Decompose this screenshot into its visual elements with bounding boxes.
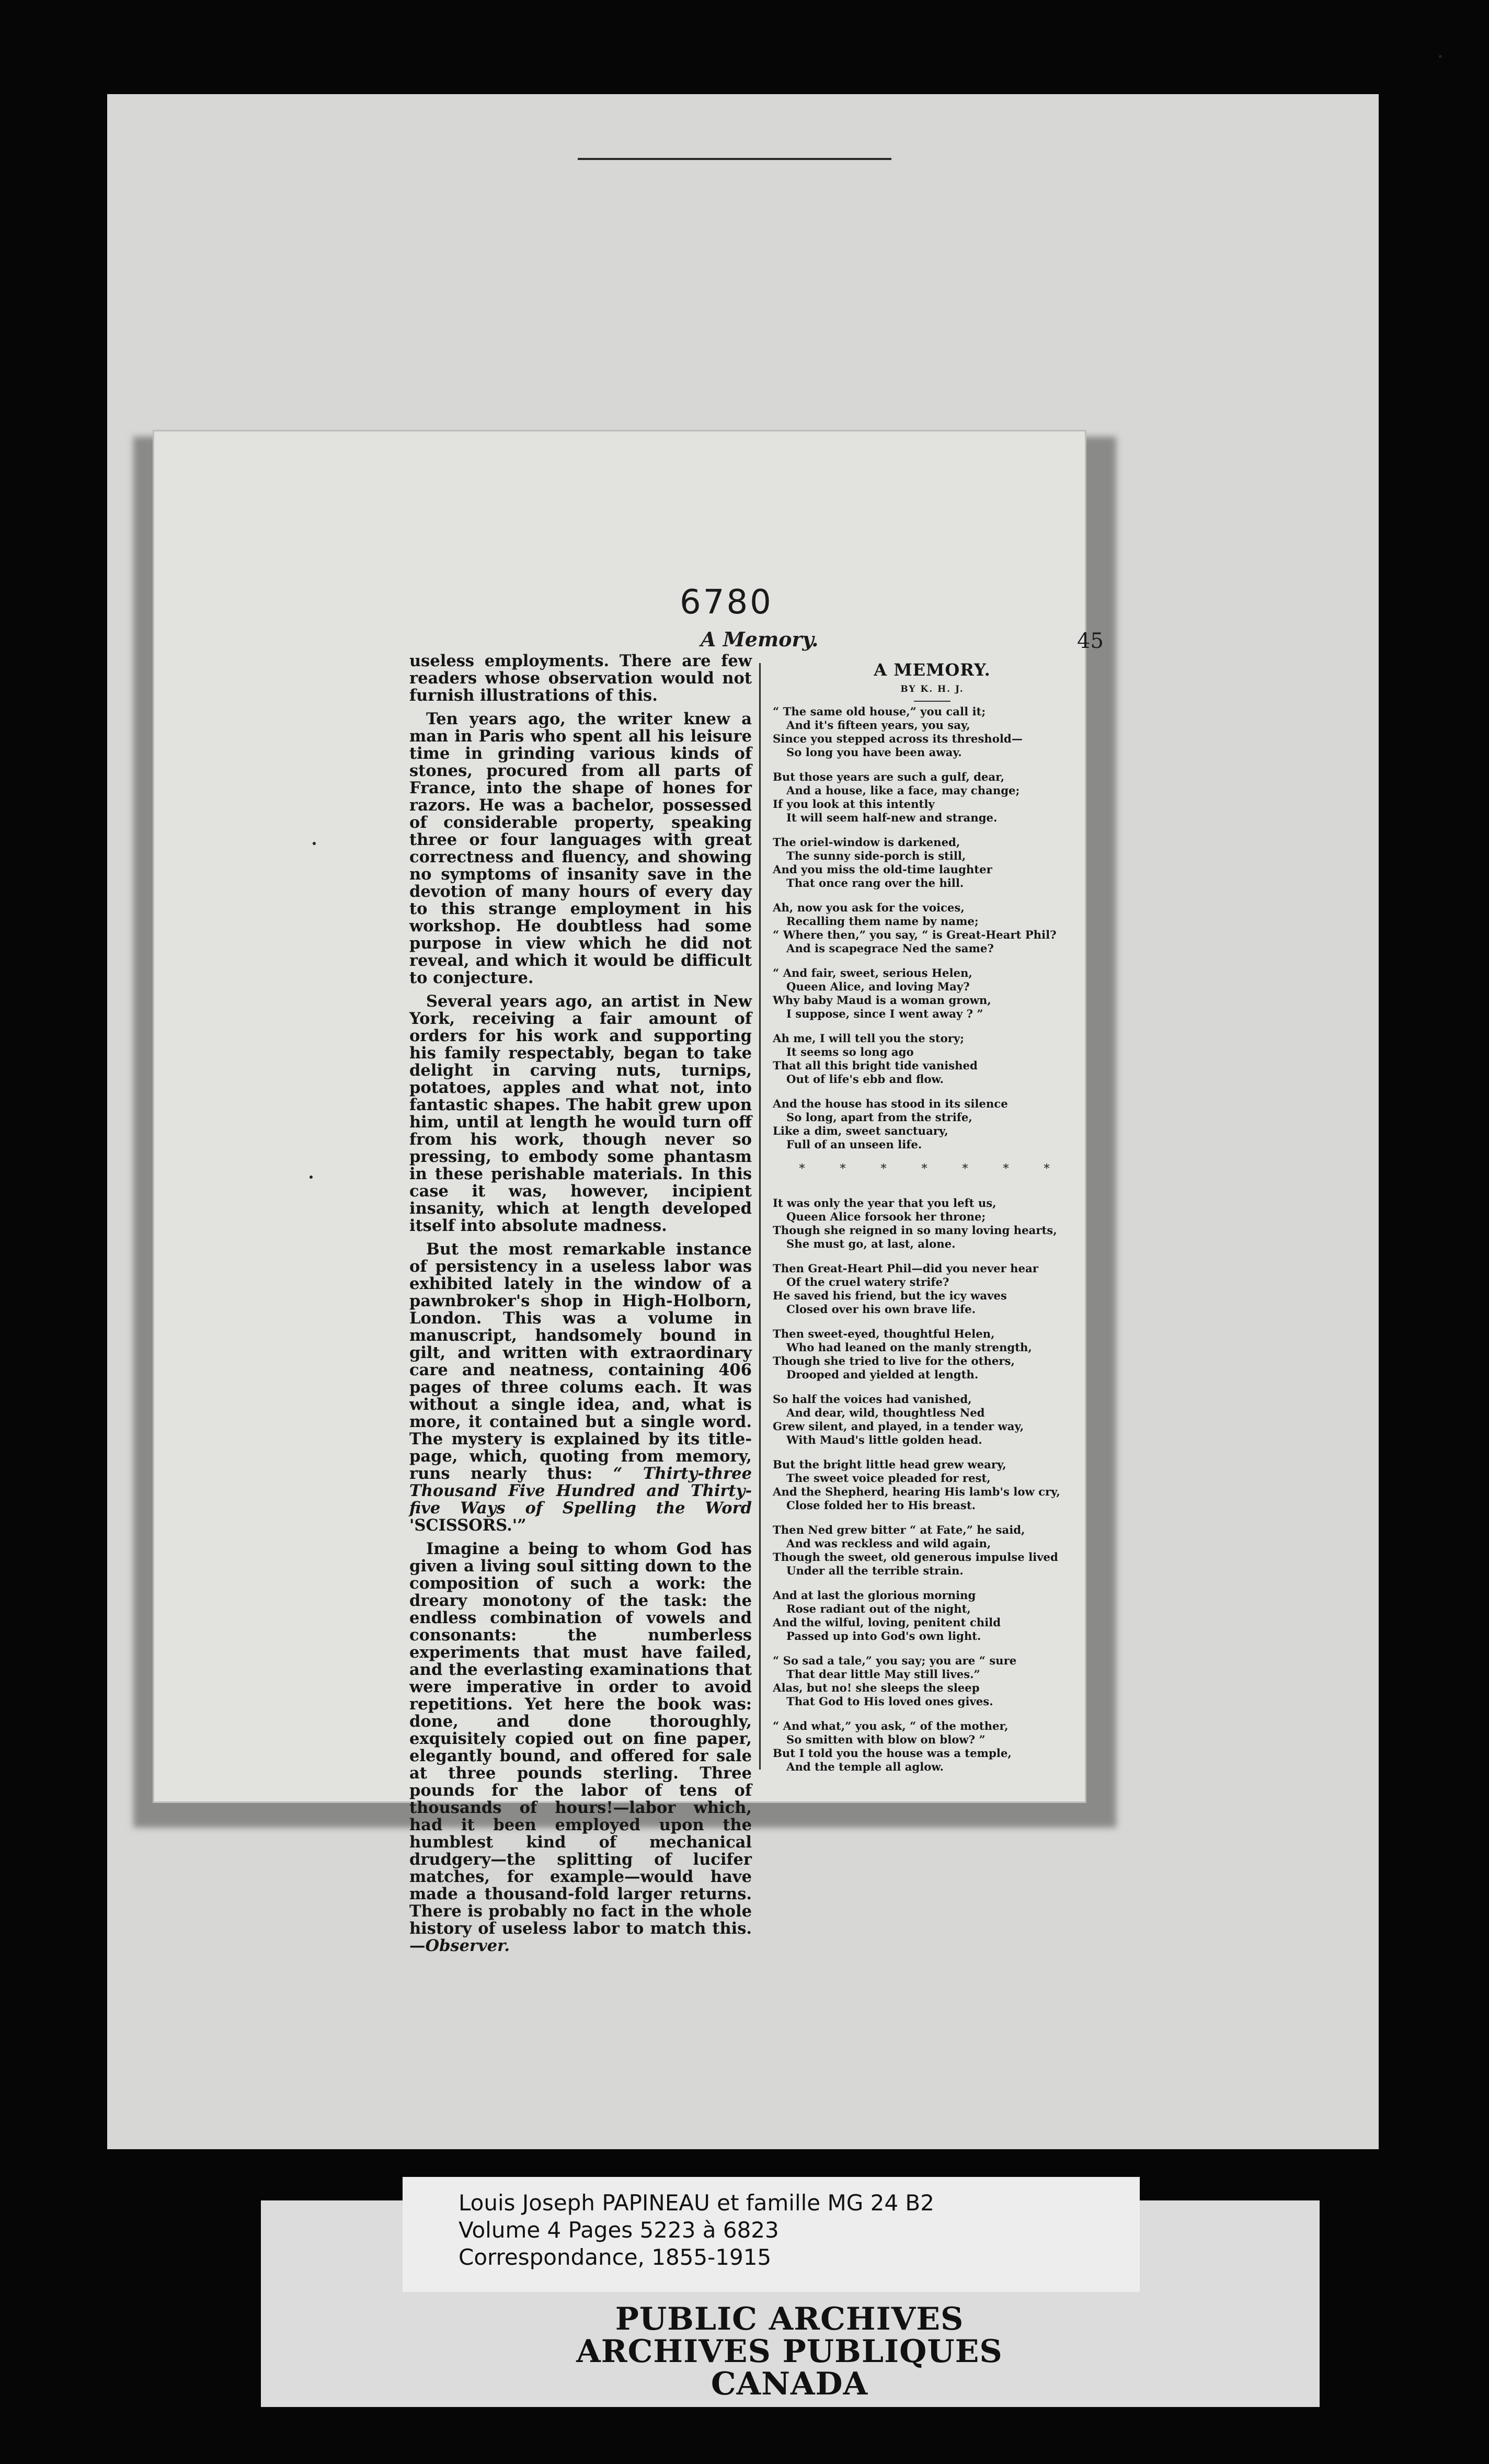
poem-line: Out of life's ebb and flow. <box>786 1073 944 1086</box>
collection-title: Louis Joseph PAPINEAU et famille MG 24 B2 <box>459 2190 934 2216</box>
poem-line: The sweet voice pleaded for rest, <box>786 1471 991 1485</box>
poem-line: The sunny side-porch is still, <box>786 849 966 862</box>
poem-line: Why baby Maud is a woman grown, <box>773 994 991 1007</box>
page-number: 45 <box>1077 629 1104 653</box>
poem-line: Though she reigned in so many loving hearts, <box>773 1224 1057 1237</box>
stanza <box>773 1654 1092 1708</box>
stanza <box>773 901 1092 955</box>
paragraph: useless employments. There are few readers whose observation would not furnish illustrations of this. <box>409 652 752 705</box>
poem-line: Like a dim, sweet sanctuary, <box>773 1124 948 1137</box>
poem-line: He saved his friend, but the icy waves <box>773 1289 1007 1302</box>
paragraph: Ten years ago, the writer knew a man in Paris who spent all his leisure time in grinding various kinds of stones, procured from all parts of France, into the shape of hones for razors. He was a bachelor, possessed of considerable property, speaking three or four languages with great correctness and fluency, and showing no symptoms of insanity save in the devotion of many hours of every day to this strange employment in his workshop. He doubtless had some purpose in view which he did not reveal, and which it would be difficult to conjecture. <box>409 710 752 987</box>
poem-line: That all this bright tide vanished <box>773 1059 978 1072</box>
film-speck <box>1439 55 1442 58</box>
stanza <box>773 770 1092 825</box>
poem-line: And is scapegrace Ned the same? <box>786 942 994 955</box>
poem-line: “ So sad a tale,” you say; you are “ sure <box>773 1654 1017 1667</box>
poem-line: “ And what,” you ask, “ of the mother, <box>773 1719 1009 1732</box>
poem-line: And the Shepherd, hearing His lamb's low cry, <box>773 1485 1060 1498</box>
poem-line: It was only the year that you left us, <box>773 1196 997 1210</box>
poem-line: Though the sweet, old generous impulse lived <box>773 1550 1058 1564</box>
poem-line: So long, apart from the strife, <box>786 1111 972 1124</box>
poem-line: And it's fifteen years, you say, <box>786 718 970 732</box>
poem-line: And a house, like a face, may change; <box>786 784 1020 797</box>
poem-line: Then Ned grew bitter “ at Fate,” he said, <box>773 1523 1025 1536</box>
stanza <box>773 1589 1092 1643</box>
poem-line: Grew silent, and played, in a tender way, <box>773 1420 1024 1433</box>
poem-title: A MEMORY. <box>874 660 991 680</box>
poem-line: “ Where then,” you say, “ is Great-Heart Phil? <box>773 928 1057 941</box>
poem-line: But those years are such a gulf, dear, <box>773 770 1005 783</box>
poem-line: The oriel-window is darkened, <box>773 836 960 849</box>
poem-line: It seems so long ago <box>786 1045 914 1058</box>
poem-line: And the wilful, loving, penitent child <box>773 1616 1001 1629</box>
paragraph: Imagine a being to whom God has given a living soul sitting down to the composition of such a work: the dreary monotony of the task: the endless combination of vowels and consonants: the numberless experiments that must have failed, and the everlasting examinations that were imperative in order to avoid repetitions. Yet here the book was: done, and done thoroughly, exquisitely copied out on fine paper, elegantly bound, and offered for sale at three pounds sterling. Three pounds for the labor of tens of thousands of hours!—labor which, had it been employed upon the humblest kind of mechanical drudgery—the splitting of lucifer matches, for example—would have made a thousand-fold larger returns. There is probably no fact in the whole history of useless labor to match this.—Observer. <box>409 1539 752 1955</box>
poem-line: Drooped and yielded at length. <box>786 1368 979 1381</box>
poem-stanzas-part-one <box>773 705 1092 1151</box>
stanza <box>773 836 1092 890</box>
poem-line: Then sweet-eyed, thoughtful Helen, <box>773 1327 995 1340</box>
stanza <box>773 1523 1092 1578</box>
poem-line: And was reckless and wild again, <box>786 1537 991 1550</box>
paragraph: Several years ago, an artist in New York, receiving a fair amount of orders for his work and supporting his family respectably, began to take delight in carving nuts, turnips, potatoes, apples and what not, into fantastic shapes. The habit grew upon him, until at length he would turn off from his work, though never so pressing, to embody some phantasm in these perishable materials. In this case it was, however, incipient insanity, which at length developed itself into absolute madness. <box>409 992 752 1235</box>
poem-line: Recalling them name by name; <box>786 915 979 928</box>
poem-line: That once rang over the hill. <box>786 876 964 889</box>
source-credit: Observer. <box>425 1936 510 1955</box>
archives-stamp-line2: ARCHIVES PUBLIQUES <box>576 2333 1003 2370</box>
poem-line: Rose radiant out of the night, <box>786 1602 971 1615</box>
stanza <box>773 1327 1092 1382</box>
poem-line: But I told you the house was a temple, <box>773 1747 1012 1760</box>
section-break-stars: * * * * * * * <box>799 1162 1066 1176</box>
stanza <box>773 966 1092 1021</box>
poem-line: She must go, at last, alone. <box>786 1237 956 1250</box>
poem-line: And you miss the old-time laughter <box>773 863 992 876</box>
poem-line: That God to His loved ones gives. <box>786 1695 993 1708</box>
poem-line: I suppose, since I went away ? ” <box>786 1007 983 1020</box>
book-title: “ Thirty-three Thousand Five Hundred and Thirty-five Ways of Spelling the Word <box>409 1464 752 1518</box>
right-column <box>773 660 1092 1785</box>
poem-line: Ah me, I will tell you the story; <box>773 1032 965 1045</box>
top-rule <box>578 158 891 160</box>
poem-line: And the temple all aglow. <box>786 1760 944 1773</box>
poem-line: Full of an unseen life. <box>786 1138 922 1151</box>
poem-line: And at last the glorious morning <box>773 1589 976 1602</box>
poem-line: And the house has stood in its silence <box>773 1097 1008 1110</box>
poem-line: Queen Alice forsook her throne; <box>786 1210 986 1223</box>
poem-line: So long you have been away. <box>786 746 962 759</box>
column-rule <box>759 663 761 1770</box>
paragraph: But the most remarkable instance of persistency in a useless labor was exhibited lately in the window of a pawnbroker's shop in High-Holborn, London. This was a volume in manuscript, handsomely bound in gilt, and written with extraordinary care and neatness, containing 406 pages of three colums each. It was without a single idea, and, what is more, it contained but a single word. The mystery is explained by its title-page, which, quoting from memory, runs nearly thus: “ Thirty-three Thousand Five Hundred and Thirty-five Ways of Spelling the Word 'SCISSORS.'” <box>409 1240 752 1535</box>
poem-stanzas-part-two <box>773 1196 1092 1774</box>
stanza <box>773 705 1092 759</box>
stanza <box>773 1262 1092 1316</box>
correspondence-dates: Correspondance, 1855-1915 <box>459 2244 772 2270</box>
stanza <box>773 1393 1092 1447</box>
poem-line: If you look at this intently <box>773 797 935 811</box>
poem-line: Though she tried to live for the others, <box>773 1354 1015 1367</box>
poem-line: Then Great-Heart Phil—did you never hear <box>773 1262 1038 1275</box>
stanza <box>773 1196 1092 1251</box>
poem-line: So half the voices had vanished, <box>773 1393 972 1406</box>
poem-line: It will seem half-new and strange. <box>786 811 998 824</box>
poem-line: Alas, but no! she sleeps the sleep <box>773 1681 980 1694</box>
poem-line: Who had leaned on the manly strength, <box>786 1341 1032 1354</box>
stanza <box>773 1097 1092 1151</box>
poem-line: Closed over his own brave life. <box>786 1303 976 1316</box>
poem-line: Close folded her to His breast. <box>786 1499 976 1512</box>
poem-line: Passed up into God's own light. <box>786 1629 981 1642</box>
poem-line: “ And fair, sweet, serious Helen, <box>773 966 972 979</box>
poem-line: Since you stepped across its threshold— <box>773 732 1023 745</box>
stanza <box>773 1719 1092 1774</box>
byline-rule <box>914 701 950 702</box>
poem-line: And dear, wild, thoughtless Ned <box>786 1406 985 1419</box>
poem-byline: BY K. H. J. <box>900 684 964 694</box>
archives-stamp-line1: PUBLIC ARCHIVES <box>615 2301 964 2337</box>
stanza <box>773 1032 1092 1086</box>
poem-line: With Maud's little golden head. <box>786 1433 982 1446</box>
poem-line: Of the cruel watery strife? <box>786 1275 949 1288</box>
poem-line: That dear little May still lives.” <box>786 1668 980 1681</box>
poem-line: Queen Alice, and loving May? <box>786 980 970 993</box>
archives-stamp-line3: CANADA <box>711 2366 868 2402</box>
film-speck <box>313 842 316 845</box>
poem-line: But the bright little head grew weary, <box>773 1458 1006 1471</box>
left-column <box>409 653 752 1961</box>
running-head: A Memory. <box>701 628 819 651</box>
stanza <box>773 1458 1092 1512</box>
poem-line: Under all the terrible strain. <box>786 1564 964 1577</box>
film-speck <box>310 1176 313 1179</box>
poem-line: So smitten with blow on blow? ” <box>786 1733 986 1746</box>
volume-pages: Volume 4 Pages 5223 à 6823 <box>459 2217 779 2243</box>
folio-stamp: 6780 <box>680 583 773 622</box>
poem-line: Ah, now you ask for the voices, <box>773 901 965 914</box>
poem-line: “ The same old house,” you call it; <box>773 705 986 718</box>
book-title-end: 'SCISSORS.'” <box>409 1516 526 1535</box>
